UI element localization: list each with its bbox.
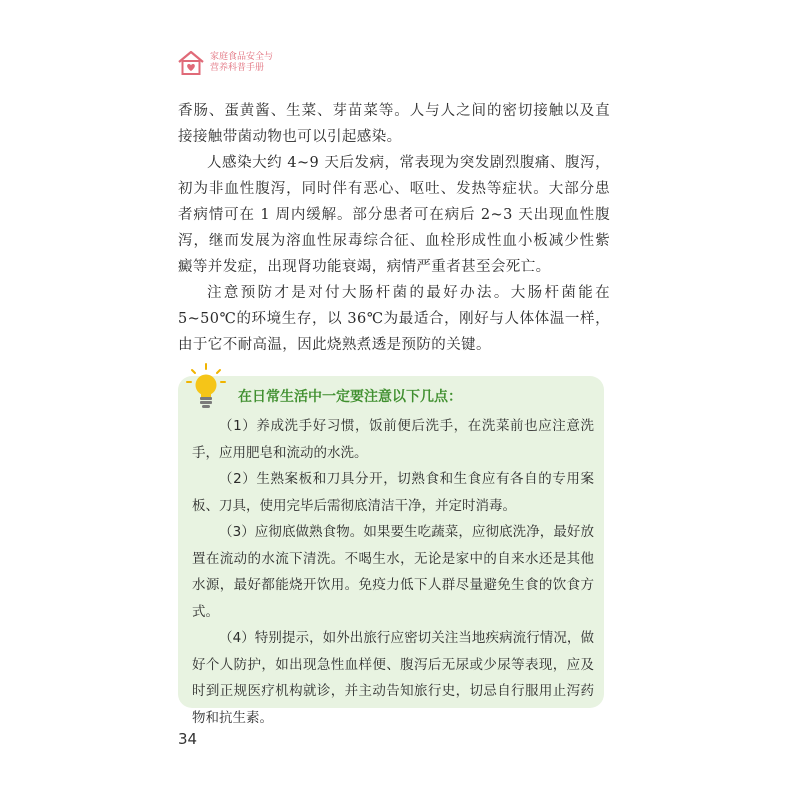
tip-item: （4）特别提示，如外出旅行应密切关注当地疾病流行情况，做好个人防护，如出现急性血样便、腹泻后无尿或少尿等表现，应及时到正规医疗机构就诊，并主动告知旅行史，切忌自行服用止泻药物和抗生素。 [192, 630, 594, 726]
header-logo [176, 48, 273, 78]
book-title [210, 52, 273, 74]
paragraph-symptoms: 人感染大约 4~9 天后发病，常表现为突发剧烈腹痛、腹泻，初为非血性腹泻，同时伴有恶心、呕吐、发热等症状。大部分患者病情可在 1 周内缓解。部分患者可在病后 2~3 天出现血性腹泻，继而发展为溶血性尿毒综合征、血栓形成性血小板减少性紫癜等并发症，出现肾功能衰竭，病情严重者甚至会死亡。 [178, 155, 610, 275]
paragraph-prevention: 注意预防才是对付大肠杆菌的最好办法。大肠杆菌能在 5~50℃的环境生存，以 36℃为最适合，刚好与人体体温一样，由于它不耐高温，因此烧熟煮透是预防的关键。 [178, 285, 610, 353]
tip-list [192, 413, 594, 731]
book-title-line-2: 营养科普手册 [210, 63, 265, 73]
tip-item: （1）养成洗手好习惯，饭前便后洗手，在洗菜前也应注意洗手，应用肥皂和流动的水洗。 [192, 418, 594, 461]
main-body-text [178, 98, 610, 358]
paragraph-continued: 香肠、蛋黄酱、生菜、芽苗菜等。人与人之间的密切接触以及直接接触带菌动物也可以引起感染。 [178, 103, 610, 145]
page-number: 34 [178, 730, 198, 748]
house-heart-icon [176, 48, 206, 78]
lightbulb-icon [184, 362, 228, 414]
tip-item: （2）生熟案板和刀具分开，切熟食和生食应有各自的专用案板、刀具，使用完毕后需彻底清洁干净，并定时消毒。 [192, 471, 594, 514]
tip-title: 在日常生活中一定要注意以下几点： [238, 389, 462, 405]
tip-item: （3）应彻底做熟食物。如果要生吃蔬菜，应彻底洗净，最好放置在流动的水流下清洗。不喝生水，无论是家中的自来水还是其他水源，最好都能烧开饮用。免疫力低下人群尽量避免生食的饮食方式。 [192, 524, 594, 620]
book-title-line-1: 家庭食品安全与 [210, 52, 274, 62]
